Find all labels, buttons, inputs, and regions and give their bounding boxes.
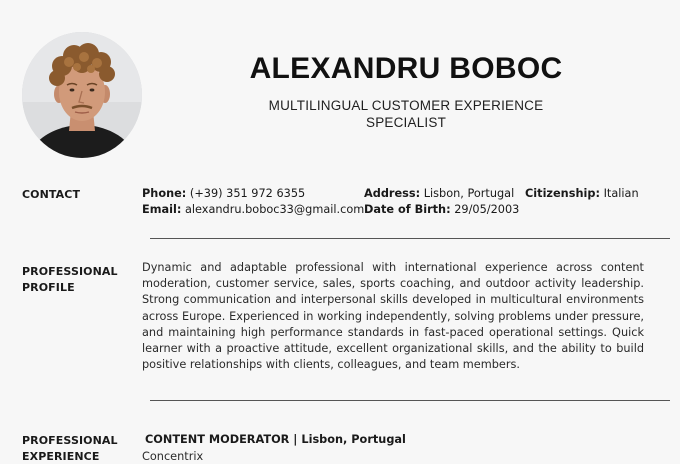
job-title: CONTENT MODERATOR | Lisbon, Portugal bbox=[145, 433, 406, 446]
candidate-name: ALEXANDRU BOBOC bbox=[249, 52, 563, 85]
phone-field bbox=[142, 186, 305, 201]
citizenship-field bbox=[525, 186, 639, 201]
candidate-role: MULTILINGUAL CUSTOMER EXPERIENCE SPECIALIST bbox=[268, 98, 544, 130]
address-value: Lisbon, Portugal bbox=[423, 187, 515, 200]
address-field bbox=[364, 186, 514, 201]
email-value: alexandru.boboc33@gmail.com bbox=[184, 203, 365, 216]
job-company: Concentrix bbox=[142, 450, 204, 463]
experience-section-label: PROFESSIONAL EXPERIENCE bbox=[22, 434, 118, 463]
dob-value: 29/05/2003 bbox=[454, 203, 520, 216]
citizenship-value: Italian bbox=[603, 187, 639, 200]
phone-label: Phone: bbox=[142, 187, 187, 200]
profile-summary: Dynamic and adaptable professional with international experience across content moderation, customer service, sales, sports coaching, and outdoor activity leadership. Strong communication and interpersonal skills developed in multicultural environments across Europe. Experienced in working independently, solving problems under pressure, and maintaining high performance standards in fast-paced operational settings. Quick learner with a proactive attitude, excellent organizational skills, and the ability to build positive relationships with clients, colleagues, and team members. bbox=[142, 261, 644, 372]
dob-label: Date of Birth: bbox=[364, 203, 451, 216]
contact-section-label: CONTACT bbox=[22, 188, 81, 201]
dob-field bbox=[364, 202, 519, 217]
profile-photo bbox=[22, 32, 142, 158]
address-label: Address: bbox=[364, 187, 421, 200]
phone-value: (+39) 351 972 6355 bbox=[189, 187, 306, 200]
email-label: Email: bbox=[142, 203, 182, 216]
section-divider bbox=[150, 238, 670, 239]
email-field bbox=[142, 202, 364, 217]
profile-section-label: PROFESSIONAL PROFILE bbox=[22, 265, 118, 294]
citizenship-label: Citizenship: bbox=[525, 187, 600, 200]
section-divider bbox=[150, 400, 670, 401]
